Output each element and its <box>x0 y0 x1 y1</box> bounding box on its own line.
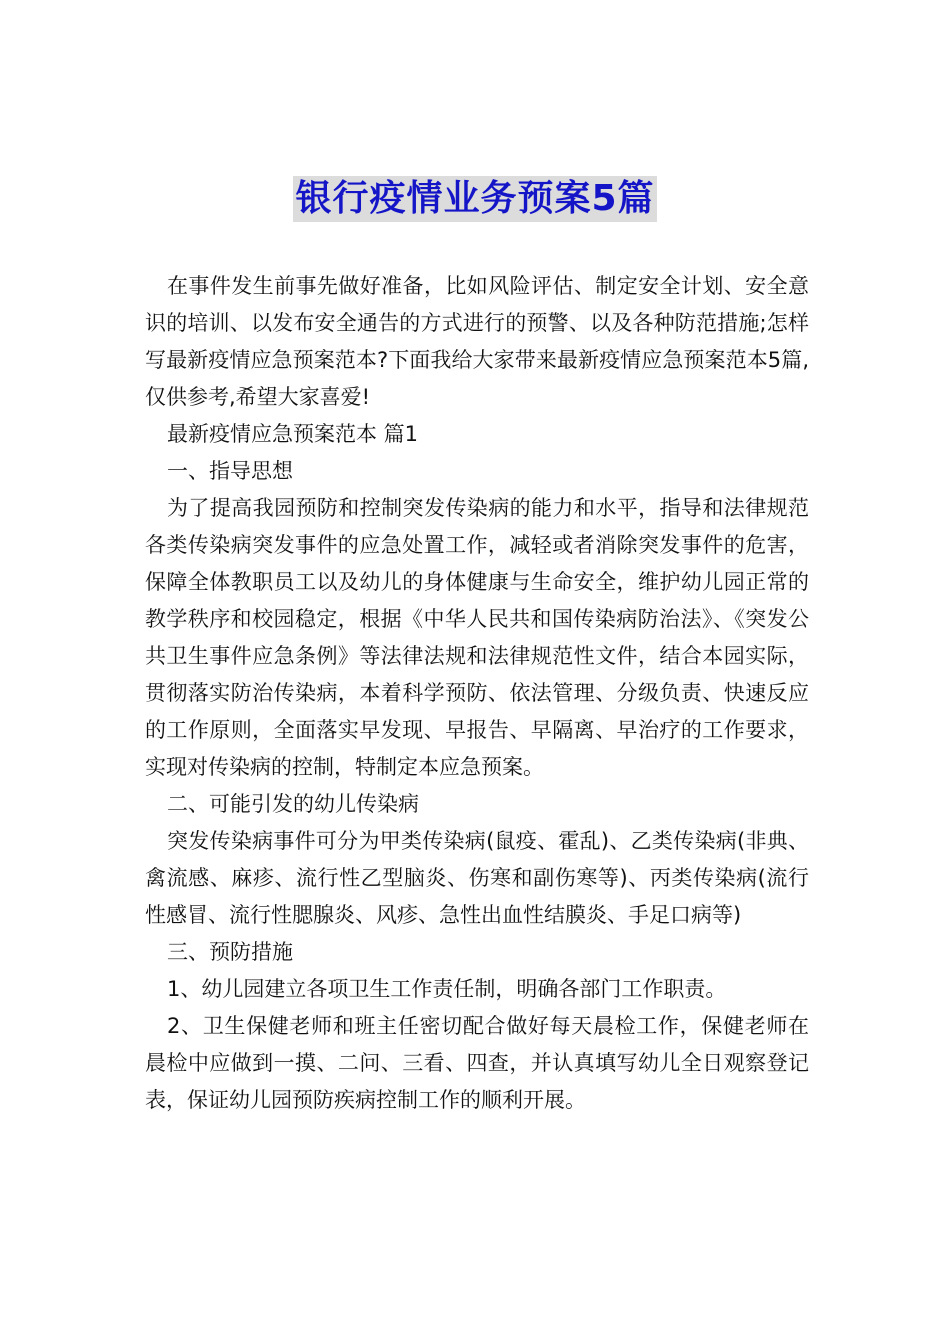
paragraph-guiding-ideology: 为了提高我园预防和控制突发传染病的能力和水平，指导和法律规范各类传染病突发事件的应急处置工作，减轻或者消除突发事件的危害，保障全体教职员工以及幼儿的身体健康与生命安全，维护幼儿园正常的教学秩序和校园稳定，根据《中华人民共和国传染病防治法》、《突发公共卫生事件应急条例》等法律法规和法律规范性文件，结合本园实际，贯彻落实防治传染病，本着科学预防、依法管理、分级负责、快速反应的工作原则，全面落实早发现、早报告、早隔离、早治疗的工作要求，实现对传染病的控制，特制定本应急预案。 <box>145 496 809 779</box>
measure-item-2: 2、卫生保健老师和班主任密切配合做好每天晨检工作，保健老师在晨检中应做到一摸、二问、三看、四查，并认真填写幼儿全日观察登记表，保证幼儿园预防疾病控制工作的顺利开展。 <box>145 1014 809 1112</box>
measure-item-1: 1、幼儿园建立各项卫生工作责任制，明确各部门工作职责。 <box>167 977 727 1001</box>
heading-prevention-measures: 三、预防措施 <box>167 940 293 964</box>
section-title-1: 最新疫情应急预案范本 篇1 <box>167 422 419 446</box>
heading-guiding-ideology: 一、指导思想 <box>167 459 293 483</box>
title-wrap <box>0 176 950 222</box>
document-title: 银行疫情业务预案5篇 <box>293 176 656 222</box>
paragraph-possible-diseases: 突发传染病事件可分为甲类传染病(鼠疫、霍乱)、乙类传染病(非典、禽流感、麻疹、流行性乙型脑炎、伤寒和副伤寒等)、丙类传染病(流行性感冒、流行性腮腺炎、风疹、急性出血性结膜炎、手足口病等) <box>145 829 809 927</box>
heading-possible-diseases: 二、可能引发的幼儿传染病 <box>167 792 419 816</box>
document-body <box>145 268 809 1119</box>
intro-paragraph: 在事件发生前事先做好准备，比如风险评估、制定安全计划、安全意识的培训、以发布安全通告的方式进行的预警、以及各种防范措施;怎样写最新疫情应急预案范本?下面我给大家带来最新疫情应急预案范本5篇,仅供参考,希望大家喜爱! <box>145 274 809 409</box>
